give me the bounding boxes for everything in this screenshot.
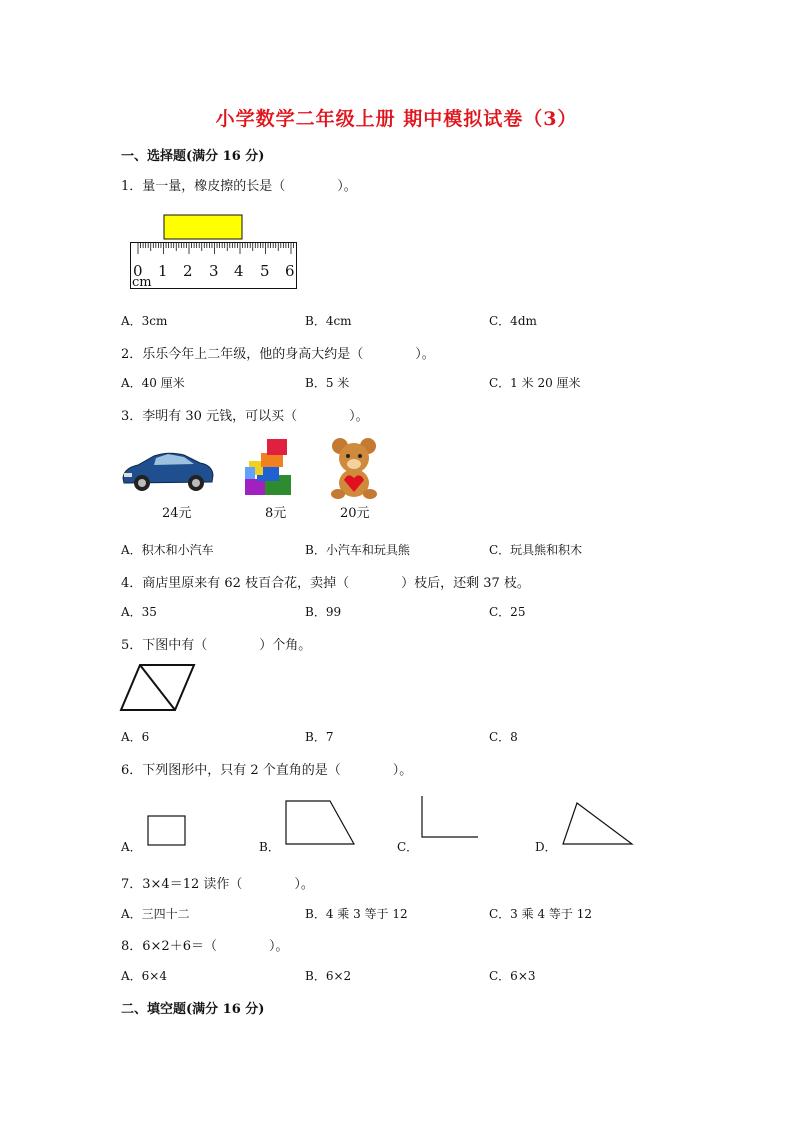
ruler-number-4: 4 <box>234 262 244 280</box>
ruler-number-6: 6 <box>285 262 295 280</box>
teddy-bear-image <box>328 436 380 500</box>
toy-car-image <box>120 448 216 494</box>
q5-option-a: A．6 <box>121 730 150 744</box>
ruler-number-5: 5 <box>260 262 270 280</box>
ruler-number-2: 2 <box>183 262 193 280</box>
q6-option-d: D． <box>535 840 557 854</box>
q4-option-a: A．35 <box>121 605 157 619</box>
price-blocks: 8元 <box>265 506 287 521</box>
triangle-shape <box>561 801 635 847</box>
eraser <box>164 215 242 239</box>
question-3: 3．李明有 30 元钱，可以买（ ）。 <box>121 409 369 424</box>
price-car: 24元 <box>162 506 192 521</box>
ruler-number-3: 3 <box>209 262 219 280</box>
building-blocks-image <box>243 437 295 497</box>
q6-option-b: B． <box>259 840 280 854</box>
q7-option-b: B．4 乘 3 等于 12 <box>305 907 408 921</box>
q5-option-c: C．8 <box>489 730 518 744</box>
page-title: 小学数学二年级上册 期中模拟试卷（3） <box>215 108 578 130</box>
q6-option-c: C． <box>397 840 419 854</box>
q8-option-a: A．6×4 <box>121 969 167 983</box>
ruler-number-1: 1 <box>158 262 168 280</box>
q7-option-a: A．三四十二 <box>121 907 190 921</box>
q7-option-c: C．3 乘 4 等于 12 <box>489 907 592 921</box>
q8-option-c: C．6×3 <box>489 969 536 983</box>
q5-option-b: B．7 <box>305 730 334 744</box>
q3-option-a: A．积木和小汽车 <box>121 543 214 557</box>
trapezoid-shape <box>284 799 358 847</box>
question-4: 4．商店里原来有 62 枝百合花，卖掉（ ）枝后，还剩 37 枝。 <box>121 576 530 591</box>
rectangle-shape <box>147 815 187 847</box>
ruler-figure <box>130 214 300 292</box>
right-angle-shape <box>420 795 480 841</box>
question-2: 2．乐乐今年上二年级，他的身高大约是（ ）。 <box>121 347 435 362</box>
q8-option-b: B．6×2 <box>305 969 352 983</box>
question-5: 5．下图中有（ ）个角。 <box>121 638 312 653</box>
q2-option-c: C．1 米 20 厘米 <box>489 376 581 390</box>
price-bear: 20元 <box>340 506 370 521</box>
parallelogram-figure <box>120 664 198 712</box>
ruler-number-0: 0 <box>133 262 143 280</box>
ruler-unit: cm <box>132 275 152 290</box>
section-heading-choice: 一、选择题(满分 16 分) <box>121 149 265 164</box>
q3-option-c: C．玩具熊和积木 <box>489 543 583 557</box>
q4-option-b: B．99 <box>305 605 342 619</box>
question-8: 8．6×2＋6＝（ ）。 <box>121 939 289 954</box>
q1-option-a: A．3cm <box>121 314 168 328</box>
question-7: 7．3×4＝12 读作（ ）。 <box>121 877 314 892</box>
q2-option-b: B．5 米 <box>305 376 350 390</box>
q2-option-a: A．40 厘米 <box>121 376 185 390</box>
question-1: 1．量一量，橡皮擦的长是（ ）。 <box>121 179 357 194</box>
q6-option-a: A． <box>121 840 142 854</box>
q3-option-b: B．小汽车和玩具熊 <box>305 543 410 557</box>
q1-option-c: C．4dm <box>489 314 537 328</box>
question-6: 6．下列图形中，只有 2 个直角的是（ ）。 <box>121 763 413 778</box>
section-heading-fill: 二、填空题(满分 16 分) <box>121 1002 265 1017</box>
q1-option-b: B．4cm <box>305 314 352 328</box>
q4-option-c: C．25 <box>489 605 526 619</box>
